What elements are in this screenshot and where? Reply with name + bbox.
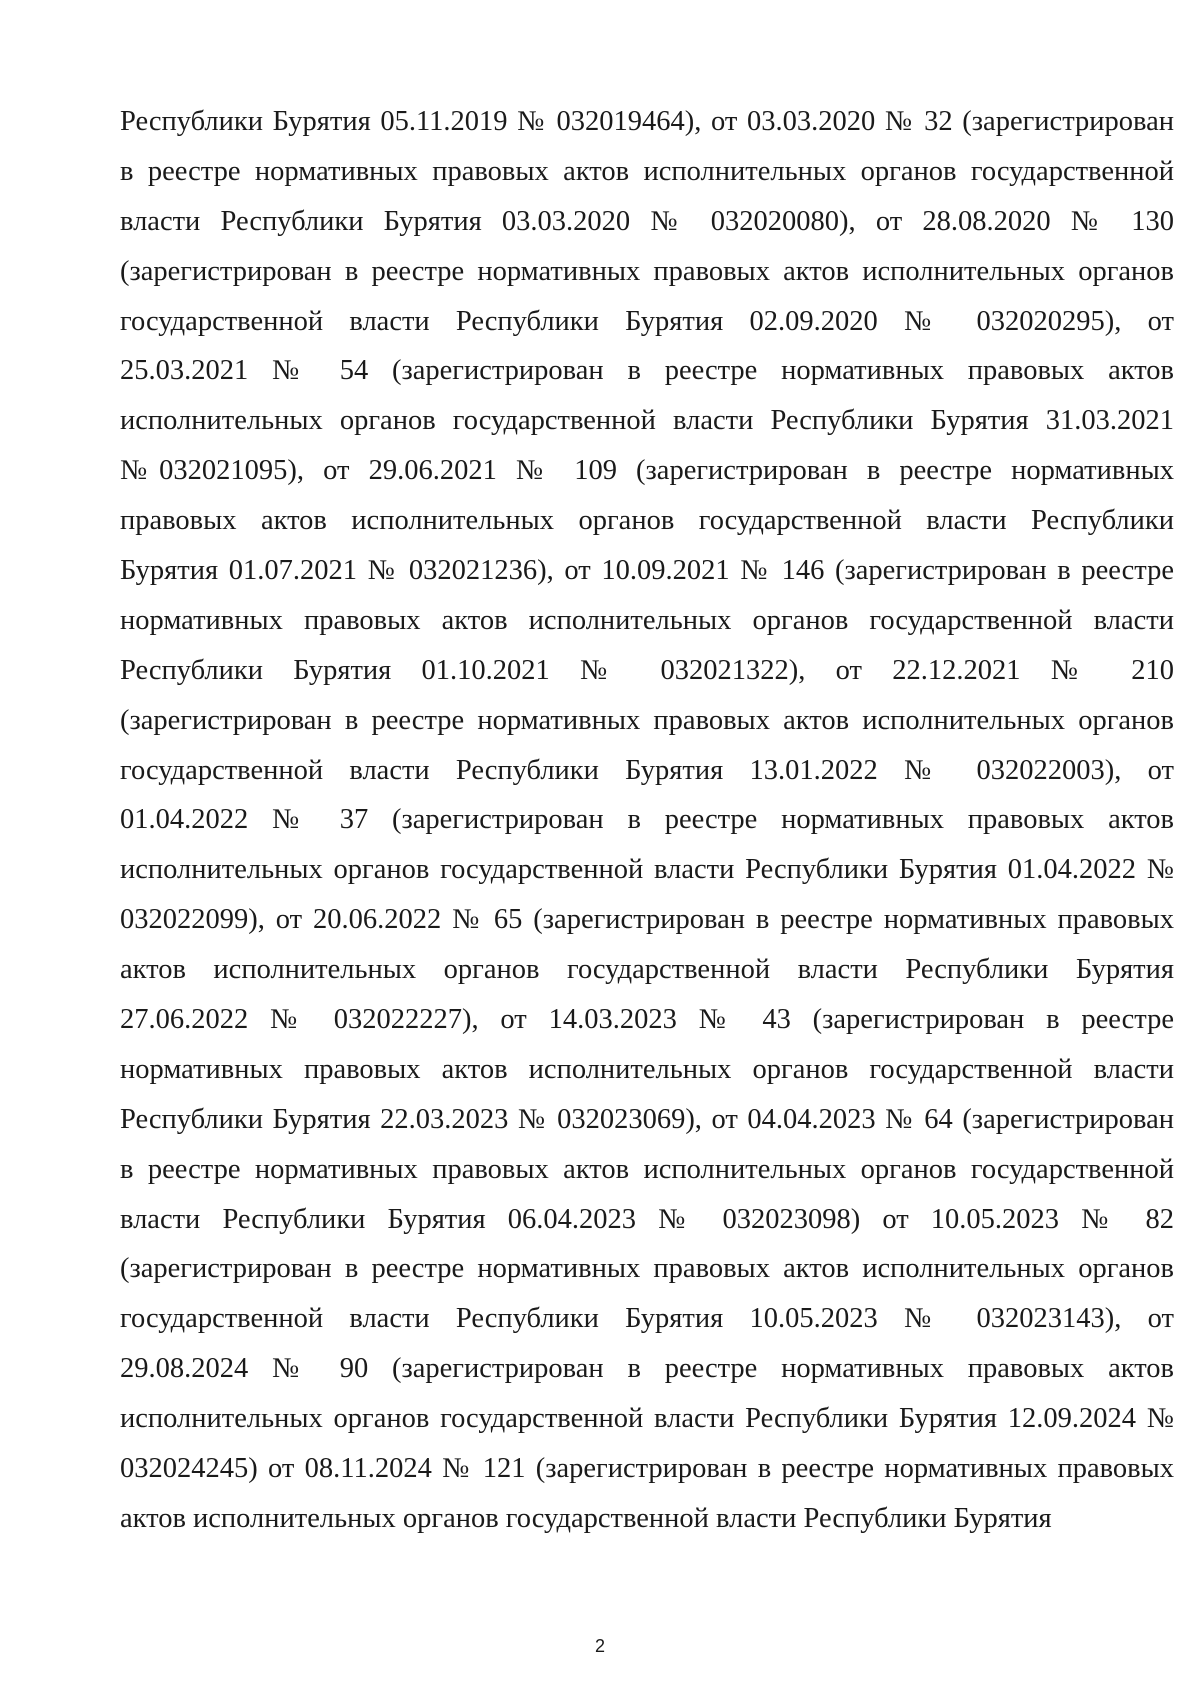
text-line: 01.04.2022 № 37 (зарегистрирован в реестре нормативных правовых актов	[120, 804, 1174, 836]
text-line: государственной власти Республики Бурятия 02.09.2020 № 032020295), от	[120, 305, 1174, 337]
text-line: исполнительных органов государственной власти Республики Бурятия 31.03.2021	[120, 405, 1174, 437]
text-line: государственной власти Республики Бурятия 10.05.2023 № 032023143), от	[120, 1303, 1174, 1335]
text-line: исполнительных органов государственной власти Республики Бурятия 01.04.2022 №	[120, 854, 1174, 886]
text-line: Республики Бурятия 05.11.2019 № 032019464), от 03.03.2020 № 32 (зарегистрирован	[120, 106, 1174, 137]
text-line: (зарегистрирован в реестре нормативных правовых актов исполнительных органов	[120, 1253, 1174, 1285]
text-line: 25.03.2021 № 54 (зарегистрирован в реестре нормативных правовых актов	[120, 355, 1174, 387]
text-line: (зарегистрирован в реестре нормативных правовых актов исполнительных органов	[120, 255, 1174, 287]
text-line: в реестре нормативных правовых актов исполнительных органов государственной	[120, 1153, 1174, 1185]
text-line: актов исполнительных органов государственной власти Республики Бурятия	[120, 954, 1174, 986]
text-line: нормативных правовых актов исполнительных органов государственной власти	[120, 604, 1174, 636]
text-line: власти Республики Бурятия 03.03.2020 № 032020080), от 28.08.2020 № 130	[120, 205, 1174, 237]
page-number: 2	[594, 1636, 605, 1656]
text-line: 032022099), от 20.06.2022 № 65 (зарегистрирован в реестре нормативных правовых	[120, 904, 1174, 936]
text-line: №032021095), от 29.06.2021 № 109 (зарегистрирован в реестре нормативных	[120, 455, 1174, 487]
text-line: власти Республики Бурятия 06.04.2023 № 032023098) от 10.05.2023 № 82	[120, 1203, 1174, 1235]
text-line: правовых актов исполнительных органов государственной власти Республики	[120, 505, 1174, 537]
text-line: Республики Бурятия 01.10.2021 № 032021322), от 22.12.2021 № 210	[120, 654, 1174, 686]
text-line: 27.06.2022 № 032022227), от 14.03.2023 № 43 (зарегистрирован в реестре	[120, 1004, 1174, 1036]
text-line: нормативных правовых актов исполнительных органов государственной власти	[120, 1053, 1174, 1085]
text-line: актов исполнительных органов государственной власти Республики Бурятия	[120, 1502, 1052, 1534]
text-line: (зарегистрирован в реестре нормативных правовых актов исполнительных органов	[120, 704, 1174, 736]
text-line: 29.08.2024 № 90 (зарегистрирован в реестре нормативных правовых актов	[120, 1353, 1174, 1385]
body-text	[120, 97, 1174, 1544]
text-line: государственной власти Республики Бурятия 13.01.2022 № 032022003), от	[120, 754, 1174, 786]
text-line: в реестре нормативных правовых актов исполнительных органов государственной	[120, 155, 1174, 187]
text-line: исполнительных органов государственной власти Республики Бурятия 12.09.2024 №	[120, 1403, 1174, 1435]
text-line: Бурятия 01.07.2021 № 032021236), от 10.09.2021 № 146 (зарегистрирован в реестре	[120, 555, 1174, 587]
text-line: 032024245) от 08.11.2024 № 121 (зарегистрирован в реестре нормативных правовых	[120, 1453, 1174, 1485]
text-line: Республики Бурятия 22.03.2023 № 032023069), от 04.04.2023 № 64 (зарегистрирован	[120, 1103, 1174, 1135]
